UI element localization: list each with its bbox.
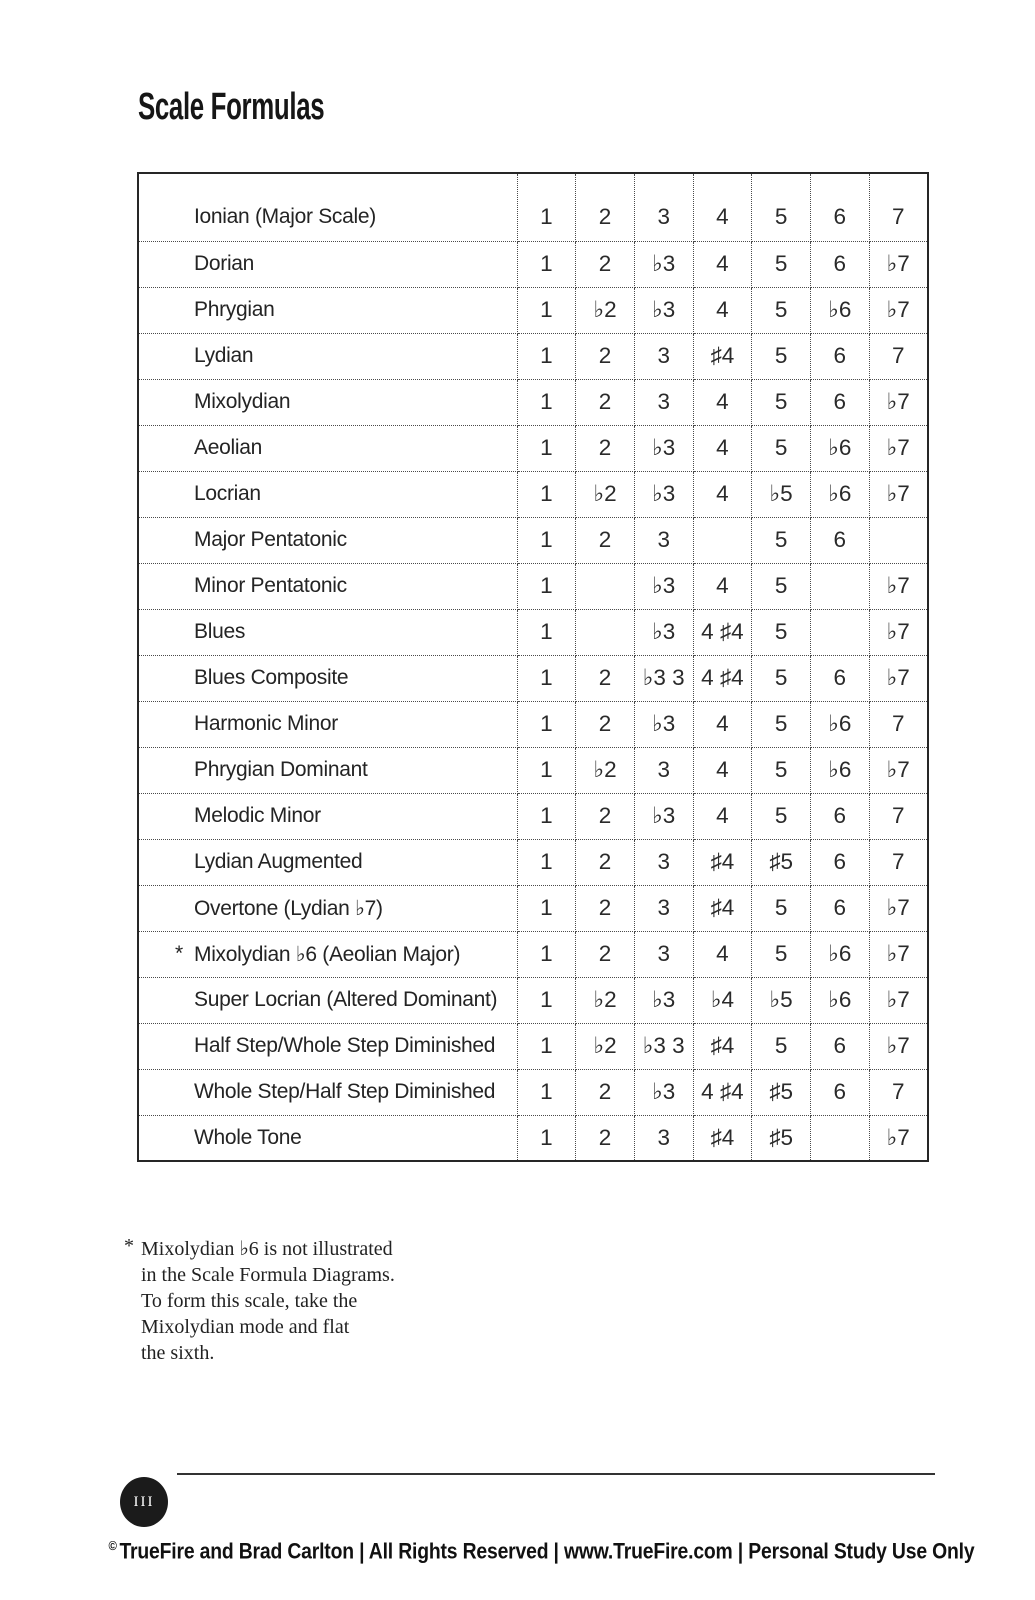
scale-degree-cell: 1 [517, 1115, 576, 1161]
table-row [138, 1069, 928, 1115]
scale-degree-cell: 6 [810, 241, 869, 287]
scale-degree-cell: 1 [517, 931, 576, 977]
table-row [138, 1115, 928, 1161]
scale-degree-cell: 4 ♯4 [693, 609, 752, 655]
scale-name-cell [138, 379, 517, 425]
scale-degree-cell: 2 [576, 425, 635, 471]
scale-name-cell [138, 471, 517, 517]
scale-name-cell [138, 977, 517, 1023]
scale-degree-cell: 5 [752, 931, 811, 977]
scale-name-cell [138, 1069, 517, 1115]
scale-degree-cell: 1 [517, 793, 576, 839]
scale-degree-cell: 4 [693, 931, 752, 977]
table-row [138, 563, 928, 609]
scale-degree-cell: 1 [517, 1069, 576, 1115]
table-row [138, 839, 928, 885]
scale-name-cell [138, 931, 517, 977]
scale-degree-cell: 1 [517, 839, 576, 885]
scale-degree-cell: 4 [693, 793, 752, 839]
scale-name: Aeolian [194, 436, 262, 459]
scale-degree-cell: ♭7 [869, 241, 928, 287]
footer-divider-line [177, 1473, 935, 1475]
table-row [138, 931, 928, 977]
scale-name: Mixolydian ♭6 (Aeolian Major) [194, 942, 461, 966]
scale-degree-cell: ♯5 [752, 839, 811, 885]
scale-asterisk-marker: * [175, 942, 183, 965]
footnote-line: Mixolydian mode and flat [141, 1316, 350, 1338]
scale-formulas-table [137, 172, 929, 1162]
scale-name-cell [138, 747, 517, 793]
scale-degree-cell: ♭3 3 [634, 1023, 693, 1069]
table-row [138, 977, 928, 1023]
scale-degree-cell: 5 [752, 655, 811, 701]
scale-name: Dorian [194, 252, 255, 275]
scale-degree-cell: ♭7 [869, 1115, 928, 1161]
scale-name-cell [138, 793, 517, 839]
scale-degree-cell: 2 [576, 1069, 635, 1115]
scale-degree-cell: 7 [869, 839, 928, 885]
table-row [138, 701, 928, 747]
scale-degree-cell: 6 [810, 173, 869, 241]
scale-degree-cell: ♭7 [869, 885, 928, 931]
scale-degree-cell: 1 [517, 977, 576, 1023]
scale-degree-cell [810, 609, 869, 655]
scale-degree-cell: 2 [576, 333, 635, 379]
scale-name-cell [138, 885, 517, 931]
scale-degree-cell: 1 [517, 1023, 576, 1069]
scale-degree-cell: 3 [634, 885, 693, 931]
scale-degree-cell: 6 [810, 1023, 869, 1069]
scale-degree-cell: ♭6 [810, 977, 869, 1023]
scale-degree-cell: ♭3 [634, 1069, 693, 1115]
scale-degree-cell: ♭6 [810, 471, 869, 517]
scale-degree-cell: ♭3 [634, 793, 693, 839]
scale-degree-cell: 5 [752, 793, 811, 839]
scale-degree-cell: 1 [517, 609, 576, 655]
scale-degree-cell: ♭3 [634, 977, 693, 1023]
scale-degree-cell: 4 ♯4 [693, 1069, 752, 1115]
scale-degree-cell: 5 [752, 425, 811, 471]
footnote-line: To form this scale, take the [141, 1290, 358, 1312]
scale-degree-cell: ♭7 [869, 977, 928, 1023]
scale-degree-cell: ♭7 [869, 747, 928, 793]
scale-name: Whole Tone [194, 1125, 302, 1149]
scale-degree-cell: 6 [810, 793, 869, 839]
copyright-footer [86, 1538, 997, 1564]
scale-degree-cell: 4 [693, 747, 752, 793]
scale-degree-cell: 5 [752, 241, 811, 287]
scale-degree-cell: ♭3 3 [634, 655, 693, 701]
scale-degree-cell: 3 [634, 747, 693, 793]
footnote-line: Mixolydian ♭6 is not illustrated [141, 1238, 393, 1260]
scale-degree-cell: 7 [869, 701, 928, 747]
scale-degree-cell: 6 [810, 839, 869, 885]
scale-name-cell [138, 609, 517, 655]
scale-degree-cell: 7 [869, 1069, 928, 1115]
table-row [138, 747, 928, 793]
scale-degree-cell: 6 [810, 655, 869, 701]
footnote-line: in the Scale Formula Diagrams. [141, 1264, 395, 1286]
scale-name: Ionian (Major Scale) [194, 204, 376, 228]
scale-degree-cell: ♭3 [634, 701, 693, 747]
scale-degree-cell: ♭3 [634, 425, 693, 471]
scale-name: Mixolydian [194, 390, 291, 413]
scale-degree-cell: 1 [517, 287, 576, 333]
scale-name-cell [138, 333, 517, 379]
table-row [138, 655, 928, 701]
scale-degree-cell: ♭7 [869, 1023, 928, 1069]
table-row [138, 793, 928, 839]
scale-degree-cell: 5 [752, 747, 811, 793]
scale-degree-cell: 2 [576, 241, 635, 287]
scale-degree-cell: ♭7 [869, 379, 928, 425]
scale-name: Lydian Augmented [194, 850, 363, 873]
scale-degree-cell [810, 1115, 869, 1161]
scale-degree-cell: 2 [576, 839, 635, 885]
scale-name: Overtone (Lydian ♭7) [194, 896, 383, 920]
scale-degree-cell: ♭6 [810, 425, 869, 471]
scale-degree-cell: 6 [810, 517, 869, 563]
scale-degree-cell: 1 [517, 885, 576, 931]
footnote-line: the sixth. [141, 1342, 215, 1364]
scale-degree-cell: 1 [517, 425, 576, 471]
scale-name: Melodic Minor [194, 804, 321, 827]
scale-degree-cell: ♭6 [810, 287, 869, 333]
scale-degree-cell: 3 [634, 931, 693, 977]
scale-degree-cell: ♭2 [576, 977, 635, 1023]
page-number-badge [120, 1477, 168, 1527]
table-row [138, 287, 928, 333]
scale-degree-cell: 4 [693, 287, 752, 333]
scale-degree-cell: ♯4 [693, 839, 752, 885]
scale-degree-cell: 1 [517, 379, 576, 425]
scale-degree-cell: ♭2 [576, 287, 635, 333]
scale-degree-cell: 7 [869, 173, 928, 241]
table-row [138, 1023, 928, 1069]
footnote [124, 1235, 395, 1366]
scale-name: Whole Step/Half Step Diminished [194, 1080, 496, 1103]
scale-degree-cell: 5 [752, 1023, 811, 1069]
scale-degree-cell: ♭5 [752, 977, 811, 1023]
scale-degree-cell: ♭6 [810, 931, 869, 977]
scale-degree-cell: 5 [752, 333, 811, 379]
scale-degree-cell: 2 [576, 1115, 635, 1161]
scale-degree-cell: 6 [810, 333, 869, 379]
scale-name-cell [138, 701, 517, 747]
table-row [138, 471, 928, 517]
scale-degree-cell: 6 [810, 1069, 869, 1115]
scale-degree-cell: 4 [693, 701, 752, 747]
scale-degree-cell: 1 [517, 747, 576, 793]
table-row [138, 173, 928, 241]
scale-degree-cell: ♭2 [576, 1023, 635, 1069]
scale-degree-cell: 5 [752, 287, 811, 333]
scale-degree-cell: 4 [693, 563, 752, 609]
scale-name: Major Pentatonic [194, 528, 347, 551]
scale-degree-cell: 3 [634, 1115, 693, 1161]
scale-degree-cell: ♭3 [634, 241, 693, 287]
scale-name: Harmonic Minor [194, 712, 338, 735]
table-row [138, 885, 928, 931]
scale-degree-cell: 2 [576, 931, 635, 977]
scale-name-cell [138, 655, 517, 701]
scale-degree-cell: ♭7 [869, 563, 928, 609]
scale-degree-cell: 1 [517, 333, 576, 379]
scale-degree-cell: ♭7 [869, 471, 928, 517]
table-row [138, 609, 928, 655]
scale-degree-cell: 2 [576, 655, 635, 701]
scale-degree-cell: ♯4 [693, 333, 752, 379]
scale-degree-cell: 5 [752, 517, 811, 563]
scale-name: Blues [194, 620, 246, 643]
scale-name-cell [138, 425, 517, 471]
scale-name: Blues Composite [194, 666, 349, 689]
scale-degree-cell: ♯5 [752, 1115, 811, 1161]
scale-degree-cell: 4 [693, 241, 752, 287]
scale-degree-cell: ♭3 [634, 471, 693, 517]
scale-degree-cell: 2 [576, 517, 635, 563]
scale-name: Super Locrian (Altered Dominant) [194, 988, 498, 1011]
table-row [138, 425, 928, 471]
scale-degree-cell: 1 [517, 517, 576, 563]
scale-name-cell [138, 1023, 517, 1069]
scale-degree-cell: 1 [517, 173, 576, 241]
scale-degree-cell: 5 [752, 701, 811, 747]
scale-degree-cell [869, 517, 928, 563]
scale-degree-cell: 1 [517, 655, 576, 701]
scale-degree-cell: ♭7 [869, 655, 928, 701]
scale-degree-cell: 3 [634, 333, 693, 379]
scale-name: Lydian [194, 344, 254, 367]
scale-degree-cell: ♭6 [810, 747, 869, 793]
page-number: III [133, 1493, 155, 1510]
scale-degree-cell [576, 609, 635, 655]
scale-degree-cell: ♯4 [693, 885, 752, 931]
scale-degree-cell: ♭4 [693, 977, 752, 1023]
scale-name-cell [138, 173, 517, 241]
scale-degree-cell: 2 [576, 793, 635, 839]
scale-degree-cell: 3 [634, 379, 693, 425]
scale-degree-cell: ♭7 [869, 931, 928, 977]
scale-degree-cell: 6 [810, 885, 869, 931]
scale-name-cell [138, 287, 517, 333]
scale-degree-cell: 1 [517, 471, 576, 517]
scale-degree-cell: ♯4 [693, 1115, 752, 1161]
scale-degree-cell: ♭7 [869, 609, 928, 655]
scale-name-cell [138, 839, 517, 885]
scale-degree-cell: 4 [693, 379, 752, 425]
scale-degree-cell: ♭3 [634, 287, 693, 333]
scale-degree-cell: ♭7 [869, 287, 928, 333]
scale-degree-cell: 5 [752, 563, 811, 609]
scale-degree-cell: 5 [752, 173, 811, 241]
footnote-asterisk: * [124, 1235, 134, 1257]
scale-degree-cell: 1 [517, 241, 576, 287]
scale-degree-cell: ♯4 [693, 1023, 752, 1069]
scale-degree-cell: ♭3 [634, 609, 693, 655]
scale-degree-cell: 2 [576, 173, 635, 241]
copyright-icon: © [108, 1538, 117, 1553]
scale-degree-cell: ♭2 [576, 471, 635, 517]
scale-degree-cell: 5 [752, 379, 811, 425]
scale-name-cell [138, 517, 517, 563]
scale-name-cell [138, 1115, 517, 1161]
scale-degree-cell: 3 [634, 839, 693, 885]
scale-degree-cell: 4 [693, 471, 752, 517]
scale-degree-cell: ♭2 [576, 747, 635, 793]
scale-degree-cell: ♭5 [752, 471, 811, 517]
scale-degree-cell: ♭3 [634, 563, 693, 609]
scale-degree-cell: 4 ♯4 [693, 655, 752, 701]
scale-degree-cell: 5 [752, 609, 811, 655]
scale-degree-cell: ♭6 [810, 701, 869, 747]
copyright-text: TrueFire and Brad Carlton | All Rights Reserved | www.TrueFire.com | Personal Study Use Only [119, 1538, 975, 1564]
scale-name: Half Step/Whole Step Diminished [194, 1034, 496, 1057]
scale-name: Locrian [194, 482, 261, 505]
scale-name: Phrygian [194, 298, 275, 321]
scale-degree-cell: 3 [634, 173, 693, 241]
scale-degree-cell: 2 [576, 379, 635, 425]
scale-name-cell [138, 241, 517, 287]
scale-degree-cell: 1 [517, 701, 576, 747]
scale-degree-cell: 7 [869, 333, 928, 379]
scale-name-cell [138, 563, 517, 609]
scale-degree-cell: 2 [576, 701, 635, 747]
page-title: Scale Formulas [138, 86, 325, 128]
scale-degree-cell: 5 [752, 885, 811, 931]
table-row [138, 241, 928, 287]
scale-degree-cell: 7 [869, 793, 928, 839]
scale-name: Minor Pentatonic [194, 574, 347, 597]
scale-degree-cell: ♭7 [869, 425, 928, 471]
table-row [138, 517, 928, 563]
scale-degree-cell [693, 517, 752, 563]
scale-degree-cell [576, 563, 635, 609]
scale-table-body [138, 173, 928, 1161]
scale-degree-cell: 3 [634, 517, 693, 563]
scale-degree-cell: 4 [693, 173, 752, 241]
scale-name: Phrygian Dominant [194, 758, 368, 781]
scale-degree-cell: 2 [576, 885, 635, 931]
scale-degree-cell: 4 [693, 425, 752, 471]
table-row [138, 379, 928, 425]
scale-degree-cell: 6 [810, 379, 869, 425]
table-row [138, 333, 928, 379]
scale-degree-cell [810, 563, 869, 609]
scale-degree-cell: ♯5 [752, 1069, 811, 1115]
scale-degree-cell: 1 [517, 563, 576, 609]
